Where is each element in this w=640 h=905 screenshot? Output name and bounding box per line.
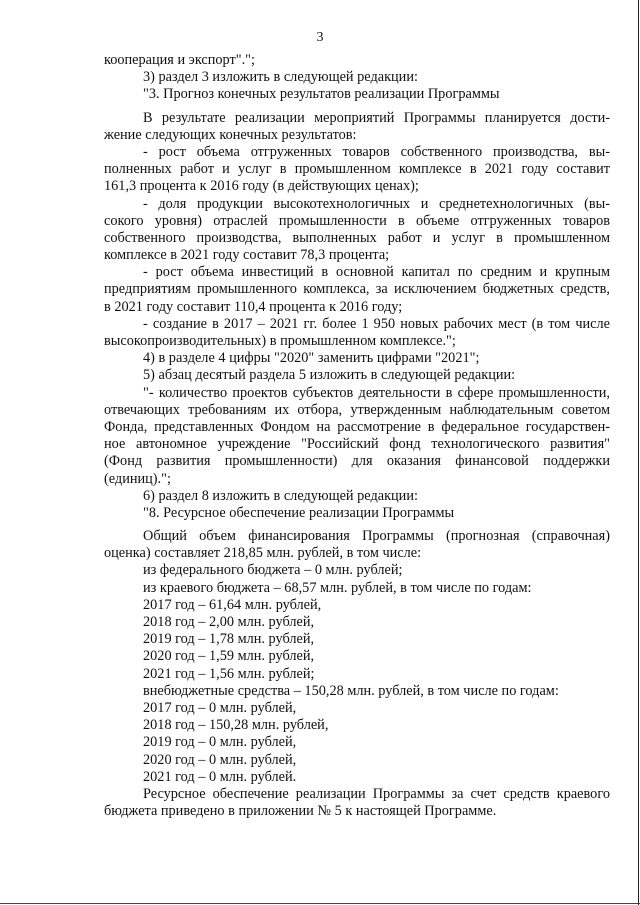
text-line: "- количество проектов субъектов деятельности в сфере промышленности,: [143, 384, 610, 401]
text-line: 2017 год – 0 млн. рублей,: [143, 699, 297, 716]
text-line: полненных работ и услуг в промышленном комплексе в 2021 году составит: [104, 161, 610, 178]
text-line: 4) в разделе 4 цифры "2020" заменить цифрами "2021";: [143, 350, 480, 367]
text-line: высокопроизводительных) в промышленном комплексе.";: [104, 333, 456, 349]
text-line: (Фонд развития промышленности) для оказания финансовой поддержки: [104, 453, 610, 470]
text-line: сокого уровня) отраслей промышленности в объеме отгруженных товаров: [104, 212, 610, 229]
text-line: в 2021 году составит 110,4 процента к 2016 году;: [104, 298, 403, 315]
text-line: - рост объема инвестиций в основной капитал по средним и крупным: [143, 264, 610, 281]
text-line: Фонда, представленных Фондом на рассмотрение в федеральное государствен-: [104, 418, 610, 435]
text-line: (единиц).";: [104, 470, 171, 487]
text-line: 6) раздел 8 изложить в следующей редакции:: [143, 487, 418, 504]
text-line: 2019 год – 0 млн. рублей,: [143, 734, 297, 751]
text-line: собственного производства, выполненных работ и услуг в промышленном: [104, 229, 610, 246]
text-line: - доля продукции высокотехнологичных и среднетехнологичных (вы-: [143, 195, 610, 212]
text-line: 5) абзац десятый раздела 5 изложить в следующей редакции:: [143, 367, 516, 384]
text-line: В результате реализации мероприятий Программы планируется дости-: [143, 109, 610, 126]
text-line: 161,3 процента к 2016 году (в действующих ценах);: [104, 178, 419, 195]
scan-edge-bottom: [0, 903, 640, 904]
text-line: 2020 год – 0 млн. рублей,: [143, 751, 297, 768]
text-line: 2021 год – 0 млн. рублей.: [143, 768, 297, 785]
text-line: "8. Ресурсное обеспечение реализации Программы: [143, 504, 455, 521]
text-line: 2018 год – 2,00 млн. рублей,: [143, 614, 315, 630]
text-line: из федерального бюджета – 0 млн. рублей;: [143, 562, 403, 579]
text-line: 2018 год – 150,28 млн. рублей,: [143, 717, 329, 734]
text-line: бюджета приведено в приложении № 5 к настоящей Программе.: [104, 803, 497, 820]
text-line: 2019 год – 1,78 млн. рублей,: [143, 631, 315, 648]
text-line: из краевого бюджета – 68,57 млн. рублей, в том числе по годам:: [143, 579, 532, 596]
text-line: - рост объема отгруженных товаров собственного производства, вы-: [143, 143, 610, 160]
text-line: 2020 год – 1,59 млн. рублей,: [143, 648, 315, 665]
text-line: предприятиям промышленного комплекса, за исключением бюджетных средств,: [104, 281, 610, 298]
text-line: комплексе в 2021 году составит 78,3 процента;: [104, 247, 390, 264]
text-line: 2017 год – 61,64 млн. рублей,: [143, 596, 322, 613]
text-line: Ресурсное обеспечение реализации Программы за счет средств краевого: [143, 785, 610, 802]
text-line: 2021 год – 1,56 млн. рублей;: [143, 665, 315, 682]
text-line: "3. Прогноз конечных результатов реализации Программы: [143, 86, 500, 103]
text-line: Общий объем финансирования Программы (прогнозная (справочная): [143, 528, 610, 545]
text-line: внебюджетные средства – 150,28 млн. рублей, в том числе по годам:: [143, 682, 559, 699]
text-line: оценка) составляет 218,85 млн. рублей, в том числе:: [104, 545, 422, 562]
scan-edge-right: [638, 0, 639, 905]
document-body: [104, 52, 610, 820]
text-line: жение следующих конечных результатов:: [104, 126, 357, 143]
page-number: 3: [316, 30, 324, 45]
text-line: кооперация и экспорт".";: [104, 52, 255, 68]
text-line: отвечающих требованиям их отбора, утвержденным наблюдательным советом: [104, 401, 610, 418]
text-line: - создание в 2017 – 2021 гг. более 1 950 новых рабочих мест (в том числе: [143, 315, 610, 332]
text-line: 3) раздел 3 изложить в следующей редакции:: [143, 69, 418, 86]
text-line: ное автономное учреждение "Российский фонд технологического развития": [104, 436, 610, 453]
